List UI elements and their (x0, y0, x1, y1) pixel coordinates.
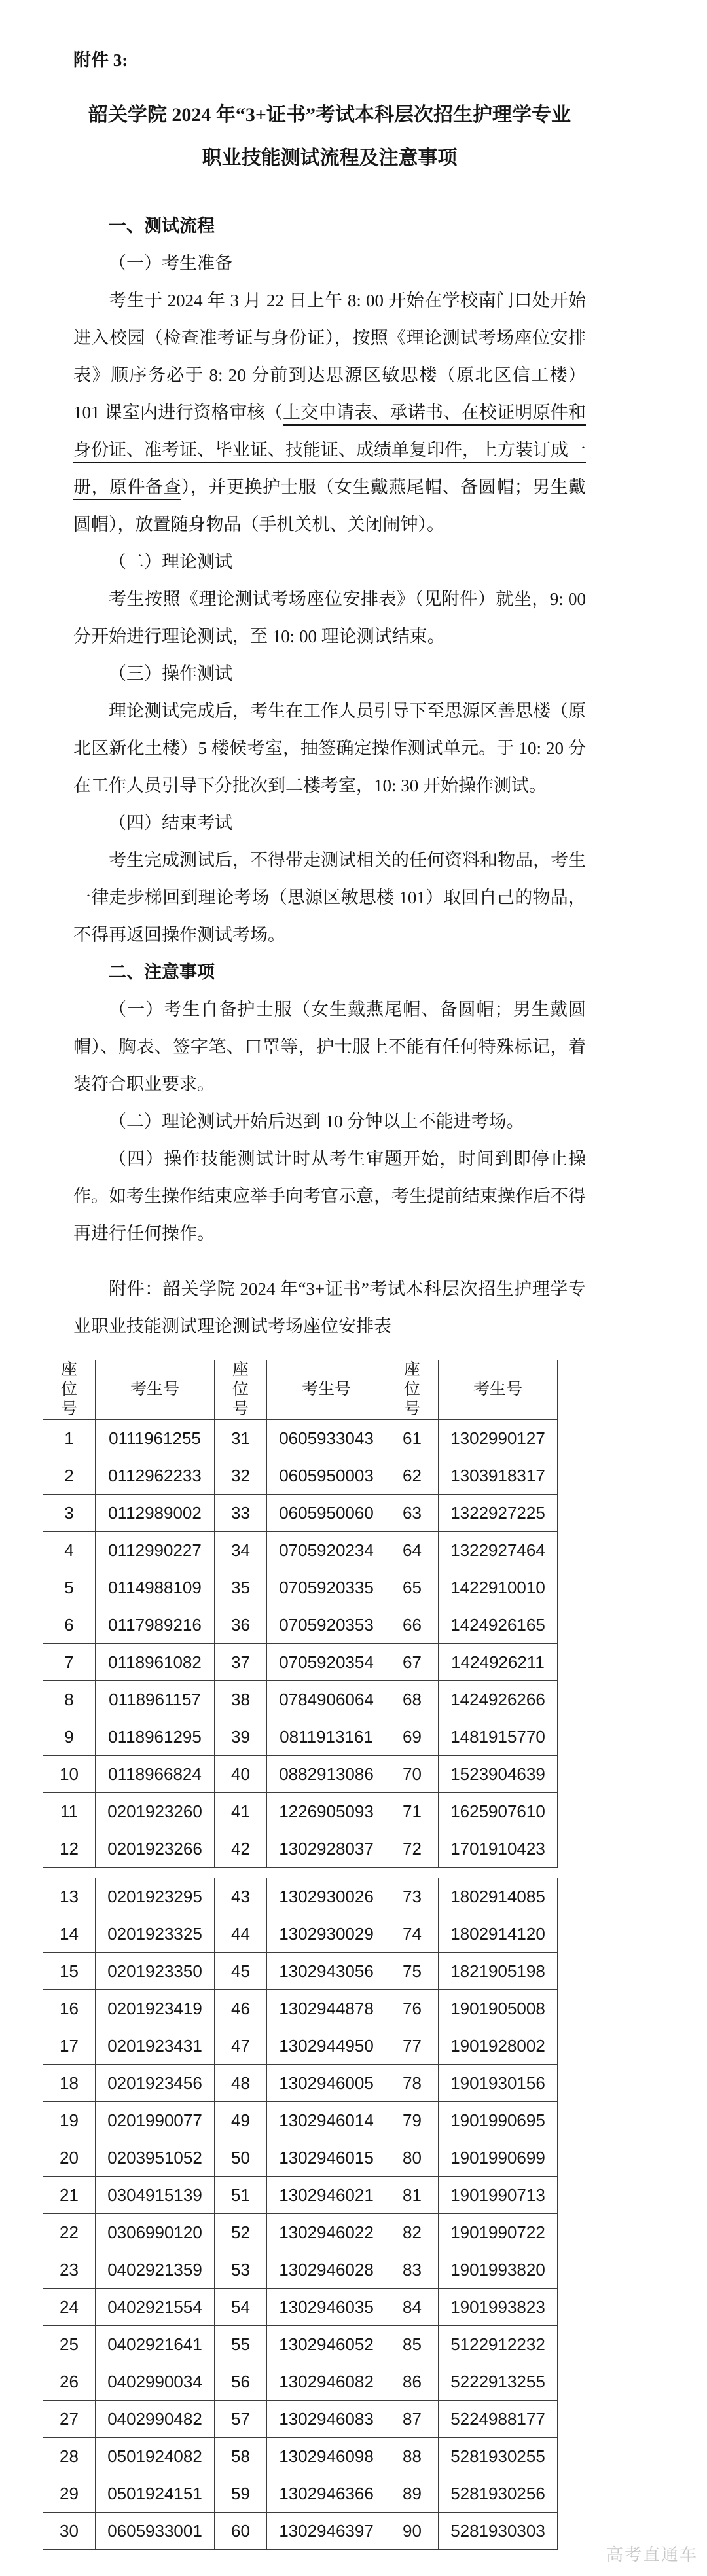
seat-number-cell: 61 (386, 1420, 439, 1457)
seat-number-cell: 22 (43, 2214, 96, 2251)
seat-number-cell: 11 (43, 1793, 96, 1830)
header-candidate-number-3: 考生号 (439, 1360, 558, 1420)
seat-number-cell: 31 (215, 1420, 267, 1457)
seat-number-cell: 37 (215, 1644, 267, 1681)
seat-number-cell: 80 (386, 2139, 439, 2177)
seat-number-cell: 82 (386, 2214, 439, 2251)
candidate-number-cell: 0402921641 (96, 2326, 215, 2363)
candidate-number-cell: 1901990713 (439, 2177, 558, 2214)
candidate-number-cell: 1302946397 (267, 2513, 386, 2550)
seat-number-cell: 65 (386, 1569, 439, 1606)
candidate-number-cell: 0705920234 (267, 1532, 386, 1569)
table-row (43, 1532, 558, 1569)
table-row (43, 1915, 558, 1953)
candidate-number-cell: 1802914120 (439, 1915, 558, 1953)
seat-number-cell: 32 (215, 1457, 267, 1495)
seat-number-cell: 57 (215, 2401, 267, 2438)
section-heading-test-flow: 一、测试流程 (109, 216, 215, 236)
candidate-number-cell: 1802914085 (439, 1878, 558, 1915)
seat-number-cell: 7 (43, 1644, 96, 1681)
candidate-number-cell: 0402990482 (96, 2401, 215, 2438)
candidate-number-cell: 0784906064 (267, 1681, 386, 1718)
candidate-number-cell: 0705920354 (267, 1644, 386, 1681)
seat-number-cell: 38 (215, 1681, 267, 1718)
candidate-number-cell: 1302946366 (267, 2475, 386, 2513)
seat-number-cell: 26 (43, 2363, 96, 2401)
header-seat-number-2: 座位号 (215, 1360, 267, 1420)
seat-number-cell: 43 (215, 1878, 267, 1915)
table-row (43, 2401, 558, 2438)
seat-number-cell: 66 (386, 1606, 439, 1644)
candidate-number-cell: 1302946015 (267, 2139, 386, 2177)
table-row (43, 2326, 558, 2363)
seat-number-cell: 9 (43, 1718, 96, 1756)
candidate-number-cell: 5222913255 (439, 2363, 558, 2401)
seat-number-cell: 79 (386, 2102, 439, 2139)
table-row (43, 1644, 558, 1681)
table-row (43, 2027, 558, 2065)
seat-number-cell: 33 (215, 1495, 267, 1532)
seat-number-cell: 78 (386, 2065, 439, 2102)
seat-number-cell: 15 (43, 1953, 96, 1990)
subsection-heading-finish-exam: （四）结束考试 (109, 813, 232, 833)
seat-number-cell: 40 (215, 1756, 267, 1793)
candidate-number-cell: 1302930026 (267, 1878, 386, 1915)
candidate-number-cell: 0201923419 (96, 1990, 215, 2027)
seat-number-cell: 58 (215, 2438, 267, 2475)
seat-number-cell: 5 (43, 1569, 96, 1606)
candidate-number-cell: 5281930303 (439, 2513, 558, 2550)
table-row (43, 1793, 558, 1830)
seat-number-cell: 42 (215, 1830, 267, 1868)
candidate-number-cell: 0201923295 (96, 1878, 215, 1915)
subsection-heading-operation-test: （三）操作测试 (109, 664, 232, 683)
seat-number-cell: 70 (386, 1756, 439, 1793)
candidate-number-cell: 0118961082 (96, 1644, 215, 1681)
candidate-number-cell: 1901990695 (439, 2102, 558, 2139)
candidate-number-cell: 0811913161 (267, 1718, 386, 1756)
candidate-number-cell: 0605950003 (267, 1457, 386, 1495)
seat-number-cell: 85 (386, 2326, 439, 2363)
table-row (43, 1569, 558, 1606)
candidate-number-cell: 1302944878 (267, 1990, 386, 2027)
seat-number-cell: 77 (386, 2027, 439, 2065)
candidate-number-cell: 0705920335 (267, 1569, 386, 1606)
candidate-number-cell: 1701910423 (439, 1830, 558, 1868)
seat-number-cell: 72 (386, 1830, 439, 1868)
candidate-number-cell: 1302928037 (267, 1830, 386, 1868)
candidate-number-cell: 0118961157 (96, 1681, 215, 1718)
candidate-number-cell: 0501924082 (96, 2438, 215, 2475)
candidate-number-cell: 0705920353 (267, 1606, 386, 1644)
subsection-heading-candidate-prep: （一）考生准备 (109, 253, 232, 273)
candidate-number-cell: 1302944950 (267, 2027, 386, 2065)
candidate-number-cell: 0402990034 (96, 2363, 215, 2401)
header-candidate-number-2: 考生号 (267, 1360, 386, 1420)
candidate-number-cell: 1302946028 (267, 2251, 386, 2289)
candidate-number-cell: 1302946014 (267, 2102, 386, 2139)
table-row (43, 2177, 558, 2214)
seat-number-cell: 1 (43, 1420, 96, 1457)
candidate-number-cell: 0605933043 (267, 1420, 386, 1457)
candidate-number-cell: 0118966824 (96, 1756, 215, 1793)
candidate-number-cell: 0201990077 (96, 2102, 215, 2139)
candidate-number-cell: 1901990722 (439, 2214, 558, 2251)
seat-number-cell: 29 (43, 2475, 96, 2513)
candidate-number-cell: 1901930156 (439, 2065, 558, 2102)
seat-number-cell: 44 (215, 1915, 267, 1953)
seating-table-block-2 (43, 1878, 558, 2550)
seat-number-cell: 60 (215, 2513, 267, 2550)
candidate-number-cell: 1901993820 (439, 2251, 558, 2289)
seat-number-cell: 71 (386, 1793, 439, 1830)
seat-number-cell: 13 (43, 1878, 96, 1915)
seat-number-cell: 30 (43, 2513, 96, 2550)
candidate-number-cell: 0605950060 (267, 1495, 386, 1532)
seat-number-cell: 86 (386, 2363, 439, 2401)
seat-number-cell: 25 (43, 2326, 96, 2363)
candidate-number-cell: 5281930256 (439, 2475, 558, 2513)
table-row (43, 1420, 558, 1457)
seat-number-cell: 47 (215, 2027, 267, 2065)
seat-number-cell: 62 (386, 1457, 439, 1495)
candidate-number-cell: 0201923456 (96, 2065, 215, 2102)
candidate-number-cell: 1422910010 (439, 1569, 558, 1606)
seat-number-cell: 53 (215, 2251, 267, 2289)
seat-number-cell: 87 (386, 2401, 439, 2438)
paragraph-theory-test: 考生按照《理论测试考场座位安排表》（见附件）就坐，9: 00 分开始进行理论测试，至 10: 00 理论测试结束。 (73, 589, 586, 646)
attachment-number: 附件 3: (73, 50, 128, 70)
candidate-number-cell: 1302946083 (267, 2401, 386, 2438)
candidate-number-cell: 0114988109 (96, 1569, 215, 1606)
seat-number-cell: 18 (43, 2065, 96, 2102)
paragraph-candidate-prep (73, 282, 586, 543)
candidate-number-cell: 1901905008 (439, 1990, 558, 2027)
seat-number-cell: 36 (215, 1606, 267, 1644)
seat-number-cell: 64 (386, 1532, 439, 1569)
section-heading-notes: 二、注意事项 (109, 962, 215, 982)
candidate-number-cell: 0304915139 (96, 2177, 215, 2214)
prep-text-post: ），并更换护士服（女生戴燕尾帽、备圆帽；男生戴圆帽），放置随身物品（手机关机、关闭闹钟）。 (73, 477, 587, 534)
table-row (43, 1990, 558, 2027)
seat-number-cell: 83 (386, 2251, 439, 2289)
candidate-number-cell: 0201923325 (96, 1915, 215, 1953)
seat-number-cell: 52 (215, 2214, 267, 2251)
candidate-number-cell: 0402921554 (96, 2289, 215, 2326)
table-row (43, 2251, 558, 2289)
seat-number-cell: 67 (386, 1644, 439, 1681)
candidate-number-cell: 1302946052 (267, 2326, 386, 2363)
candidate-number-cell: 0501924151 (96, 2475, 215, 2513)
table-row (43, 1681, 558, 1718)
watermark-text: 高考直通车 (606, 2545, 698, 2564)
header-seat-number-1: 座位号 (43, 1360, 96, 1420)
seat-number-cell: 34 (215, 1532, 267, 1569)
seat-number-cell: 90 (386, 2513, 439, 2550)
candidate-number-cell: 0112989002 (96, 1495, 215, 1532)
paragraph-note-2: （二）理论测试开始后迟到 10 分钟以上不能进考场。 (109, 1112, 524, 1131)
table-row (43, 1756, 558, 1793)
document-title-line1: 韶关学院 2024 年“3+证书”考试本科层次招生护理学专业 (88, 104, 571, 126)
seat-number-cell: 39 (215, 1718, 267, 1756)
seat-number-cell: 23 (43, 2251, 96, 2289)
candidate-number-cell: 5224988177 (439, 2401, 558, 2438)
seat-number-cell: 75 (386, 1953, 439, 1990)
seat-number-cell: 19 (43, 2102, 96, 2139)
seat-number-cell: 46 (215, 1990, 267, 2027)
seat-number-cell: 8 (43, 1681, 96, 1718)
candidate-number-cell: 5281930255 (439, 2438, 558, 2475)
seat-number-cell: 10 (43, 1756, 96, 1793)
candidate-number-cell: 0605933001 (96, 2513, 215, 2550)
table-row (43, 2363, 558, 2401)
seat-number-cell: 81 (386, 2177, 439, 2214)
seat-number-cell: 17 (43, 2027, 96, 2065)
table-row (43, 1457, 558, 1495)
table-row (43, 2438, 558, 2475)
candidate-number-cell: 1302946021 (267, 2177, 386, 2214)
table-row (43, 1718, 558, 1756)
seat-number-cell: 89 (386, 2475, 439, 2513)
candidate-number-cell: 1322927464 (439, 1532, 558, 1569)
table-row (43, 1878, 558, 1915)
candidate-number-cell: 1302946022 (267, 2214, 386, 2251)
table-row (43, 1495, 558, 1532)
candidate-number-cell: 0118961295 (96, 1718, 215, 1756)
candidate-number-cell: 1302946098 (267, 2438, 386, 2475)
candidate-number-cell: 0882913086 (267, 1756, 386, 1793)
table-page-break-gap (43, 1868, 586, 1878)
candidate-number-cell: 1821905198 (439, 1953, 558, 1990)
candidate-number-cell: 1424926266 (439, 1681, 558, 1718)
candidate-number-cell: 1625907610 (439, 1793, 558, 1830)
candidate-number-cell: 1303918317 (439, 1457, 558, 1495)
seat-number-cell: 35 (215, 1569, 267, 1606)
seat-number-cell: 68 (386, 1681, 439, 1718)
seat-number-cell: 20 (43, 2139, 96, 2177)
seating-table-rows-2 (43, 1878, 558, 2550)
seating-table-rows-1 (43, 1420, 558, 1868)
seat-number-cell: 49 (215, 2102, 267, 2139)
candidate-number-cell: 1901993823 (439, 2289, 558, 2326)
seat-number-cell: 4 (43, 1532, 96, 1569)
candidate-number-cell: 1424926165 (439, 1606, 558, 1644)
subsection-heading-theory-test: （二）理论测试 (109, 552, 232, 571)
candidate-number-cell: 1302946035 (267, 2289, 386, 2326)
seat-number-cell: 56 (215, 2363, 267, 2401)
paragraph-operation-test: 理论测试完成后，考生在工作人员引导下至思源区善思楼（原北区新化土楼）5 楼候考室，抽签确定操作测试单元。于 10: 20 分在工作人员引导下分批次到二楼考室，10: 30 开始操作测试。 (73, 701, 586, 795)
seat-number-cell: 48 (215, 2065, 267, 2102)
seat-number-cell: 45 (215, 1953, 267, 1990)
candidate-number-cell: 0111961255 (96, 1420, 215, 1457)
seat-number-cell: 14 (43, 1915, 96, 1953)
table-row (43, 1953, 558, 1990)
seat-number-cell: 12 (43, 1830, 96, 1868)
seat-number-cell: 69 (386, 1718, 439, 1756)
candidate-number-cell: 1424926211 (439, 1644, 558, 1681)
candidate-number-cell: 0201923431 (96, 2027, 215, 2065)
seat-number-cell: 54 (215, 2289, 267, 2326)
seat-number-cell: 73 (386, 1878, 439, 1915)
candidate-number-cell: 0112990227 (96, 1532, 215, 1569)
header-candidate-number-1: 考生号 (96, 1360, 215, 1420)
seat-number-cell: 74 (386, 1915, 439, 1953)
prep-text-underlined: 上交申请表、承诺书、在校证明原件和身份证、准考证、毕业证、技能证、成绩单复印件，上方装订成一册，原件备查 (73, 403, 586, 497)
seat-number-cell: 3 (43, 1495, 96, 1532)
candidate-number-cell: 0203951052 (96, 2139, 215, 2177)
seat-number-cell: 55 (215, 2326, 267, 2363)
seating-table-zone (43, 1360, 586, 2550)
candidate-number-cell: 1302930029 (267, 1915, 386, 1953)
candidate-number-cell: 0112962233 (96, 1457, 215, 1495)
seating-table-title: 附件：韶关学院 2024 年“3+证书”考试本科层次招生护理学专业职业技能测试理论测试考场座位安排表 (73, 1279, 586, 1336)
seat-number-cell: 6 (43, 1606, 96, 1644)
table-header-row (43, 1360, 558, 1420)
seat-number-cell: 59 (215, 2475, 267, 2513)
candidate-number-cell: 1302943056 (267, 1953, 386, 1990)
candidate-number-cell: 5122912232 (439, 2326, 558, 2363)
seat-number-cell: 24 (43, 2289, 96, 2326)
seat-number-cell: 27 (43, 2401, 96, 2438)
candidate-number-cell: 1901928002 (439, 2027, 558, 2065)
seat-number-cell: 76 (386, 1990, 439, 2027)
table-row (43, 2289, 558, 2326)
header-seat-number-3: 座位号 (386, 1360, 439, 1420)
seat-number-cell: 16 (43, 1990, 96, 2027)
seat-number-cell: 84 (386, 2289, 439, 2326)
candidate-number-cell: 1481915770 (439, 1718, 558, 1756)
seat-number-cell: 88 (386, 2438, 439, 2475)
prep-text-pre: 考生于 2024 年 3 月 22 日上午 8: 00 开始在学校南门口处开始进入校园（检查准考证与身份证），按照《理论测试考场座位安排表》顺序务必于 8: 20 分前到达思源区敏思楼（原北区信工楼）101 课室内进行资格审核（ (73, 291, 586, 422)
candidate-number-cell: 1523904639 (439, 1756, 558, 1793)
paragraph-note-1: （一）考生自备护士服（女生戴燕尾帽、备圆帽；男生戴圆帽）、胸表、签字笔、口罩等，护士服上不能有任何特殊标记，着装符合职业要求。 (73, 1000, 586, 1094)
candidate-number-cell: 0117989216 (96, 1606, 215, 1644)
seat-number-cell: 50 (215, 2139, 267, 2177)
table-row (43, 2065, 558, 2102)
candidate-number-cell: 1322927225 (439, 1495, 558, 1532)
seat-number-cell: 51 (215, 2177, 267, 2214)
table-row (43, 2139, 558, 2177)
candidate-number-cell: 1226905093 (267, 1793, 386, 1830)
table-row (43, 1606, 558, 1644)
seat-number-cell: 28 (43, 2438, 96, 2475)
document-title (73, 94, 586, 180)
seat-number-cell: 63 (386, 1495, 439, 1532)
candidate-number-cell: 0201923350 (96, 1953, 215, 1990)
candidate-number-cell: 0201923260 (96, 1793, 215, 1830)
table-row (43, 2513, 558, 2550)
paragraph-finish-exam: 考生完成测试后，不得带走测试相关的任何资料和物品，考生一律走步梯回到理论考场（思源区敏思楼 101）取回自己的物品，不得再返回操作测试考场。 (73, 850, 586, 945)
table-row (43, 1830, 558, 1868)
seat-number-cell: 41 (215, 1793, 267, 1830)
candidate-number-cell: 1302946005 (267, 2065, 386, 2102)
document-title-line2: 职业技能测试流程及注意事项 (202, 147, 458, 169)
seat-number-cell: 21 (43, 2177, 96, 2214)
candidate-number-cell: 1302990127 (439, 1420, 558, 1457)
table-row (43, 2214, 558, 2251)
seat-number-cell: 2 (43, 1457, 96, 1495)
seating-table-block-1 (43, 1360, 558, 1868)
candidate-number-cell: 0201923266 (96, 1830, 215, 1868)
candidate-number-cell: 0306990120 (96, 2214, 215, 2251)
table-row (43, 2102, 558, 2139)
candidate-number-cell: 1302946082 (267, 2363, 386, 2401)
candidate-number-cell: 1901990699 (439, 2139, 558, 2177)
candidate-number-cell: 0402921359 (96, 2251, 215, 2289)
table-row (43, 2475, 558, 2513)
paragraph-note-3: （四）操作技能测试计时从考生审题开始，时间到即停止操作。如考生操作结束应举手向考官示意，考生提前结束操作后不得再进行任何操作。 (73, 1149, 586, 1243)
